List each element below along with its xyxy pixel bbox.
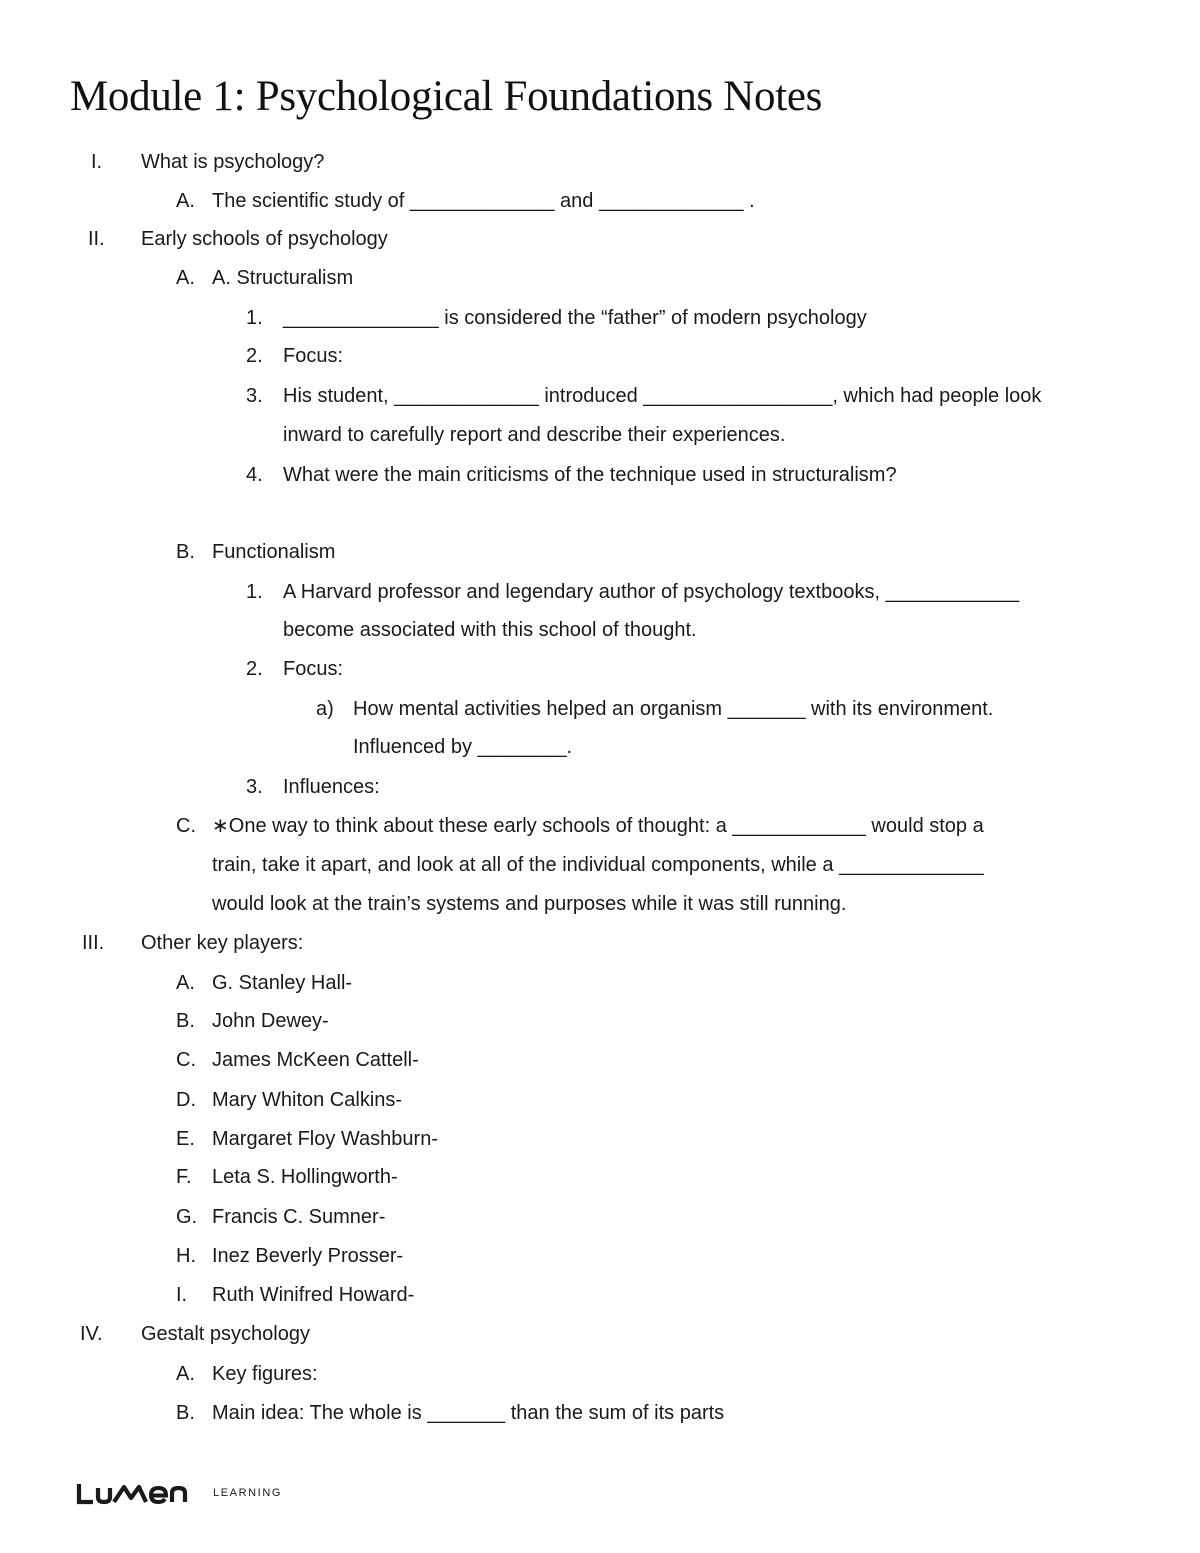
outline-item-roman: [0, 930, 1200, 956]
list-item-text: Margaret Floy Washburn-: [212, 1128, 438, 1150]
list-item-text: Early schools of psychology: [141, 228, 388, 250]
outline-item-continuation: [0, 852, 1200, 878]
list-item-text: train, take it apart, and look at all of the individual components, while a _____________: [212, 854, 984, 876]
list-marker: 3.: [246, 385, 263, 407]
list-item-text: What were the main criticisms of the technique used in structuralism?: [283, 464, 897, 486]
list-item-text: A. Structuralism: [212, 267, 354, 289]
outline-item-letter: [0, 813, 1200, 839]
list-item-text: Influences:: [283, 776, 380, 798]
outline-item-letter: [0, 1008, 1200, 1034]
list-marker: 4.: [246, 464, 263, 486]
list-marker: A.: [176, 190, 195, 212]
logo-learning-label: LEARNING: [213, 1487, 283, 1499]
list-marker: A.: [176, 1363, 195, 1385]
list-item-text: ______________ is considered the “father” of modern psychology: [283, 307, 867, 329]
list-marker: A.: [176, 267, 195, 289]
list-item-text: Francis C. Sumner-: [212, 1206, 386, 1228]
list-marker: B.: [176, 541, 195, 563]
list-item-text: Inez Beverly Prosser-: [212, 1245, 404, 1267]
list-item-text: ∗One way to think about these early schools of thought: a ____________ would stop a: [212, 815, 984, 837]
list-item-text: G. Stanley Hall-: [212, 972, 353, 994]
list-item-text: John Dewey-: [212, 1010, 329, 1032]
outline-item-sub: [0, 696, 1200, 722]
list-marker: a): [316, 698, 334, 720]
list-marker: C.: [176, 815, 196, 837]
lumen-wordmark-icon: [76, 1478, 208, 1510]
list-item-text: How mental activities helped an organism _______ with its environment.: [353, 698, 994, 720]
list-item-text: Main idea: The whole is _______ than the sum of its parts: [212, 1402, 725, 1424]
list-item-text: Focus:: [283, 658, 344, 680]
outline-item-number: [0, 656, 1200, 682]
list-marker: B.: [176, 1010, 195, 1032]
list-item-text: Other key players:: [141, 932, 304, 954]
outline-item-letter: [0, 188, 1200, 214]
list-item-text: become associated with this school of thought.: [283, 619, 697, 641]
list-marker: 2.: [246, 658, 263, 680]
list-marker: H.: [176, 1245, 196, 1267]
list-marker: 2.: [246, 345, 263, 367]
list-marker: II.: [88, 228, 105, 250]
list-marker: I.: [91, 151, 103, 173]
outline-item-letter: [0, 1126, 1200, 1152]
list-item-text: would look at the train’s systems and purposes while it was still running.: [212, 893, 847, 915]
list-item-text: inward to carefully report and describe their experiences.: [283, 424, 786, 446]
list-marker: E.: [176, 1128, 195, 1150]
outline-item-continuation: [0, 734, 1200, 760]
outline-item-continuation: [0, 617, 1200, 643]
outline-item-letter: [0, 1204, 1200, 1230]
outline-item-number: [0, 305, 1200, 331]
list-item-text: What is psychology?: [141, 151, 325, 173]
list-marker: D.: [176, 1089, 196, 1111]
list-marker: G.: [176, 1206, 198, 1228]
outline-item-number: [0, 462, 1200, 488]
outline-item-letter: [0, 1087, 1200, 1113]
list-marker: 3.: [246, 776, 263, 798]
list-marker: IV.: [80, 1323, 103, 1345]
list-marker: B.: [176, 1402, 195, 1424]
outline-item-roman: [0, 149, 1200, 175]
outline-item-letter: [0, 1282, 1200, 1308]
list-marker: III.: [82, 932, 105, 954]
outline-item-letter: [0, 1361, 1200, 1387]
list-item-text: Focus:: [283, 345, 344, 367]
list-item-text: The scientific study of _____________ and _____________ .: [212, 190, 755, 212]
outline-item-letter: [0, 970, 1200, 996]
list-item-text: Influenced by ________.: [353, 736, 573, 758]
page-title: Module 1: Psychological Foundations Notes: [70, 73, 823, 120]
list-item-text: James McKeen Cattell-: [212, 1049, 419, 1071]
outline-item-letter: [0, 1164, 1200, 1190]
list-item-text: Ruth Winifred Howard-: [212, 1284, 415, 1306]
list-marker: F.: [176, 1166, 192, 1188]
list-item-text: A Harvard professor and legendary author of psychology textbooks, ____________: [283, 581, 1020, 603]
list-marker: C.: [176, 1049, 196, 1071]
list-marker: I.: [176, 1284, 188, 1306]
outline-item-letter: [0, 539, 1200, 565]
list-item-text: Key figures:: [212, 1363, 318, 1385]
outline-item-continuation: [0, 891, 1200, 917]
outline-item-letter: [0, 1243, 1200, 1269]
list-item-text: Functionalism: [212, 541, 336, 563]
outline-item-number: [0, 343, 1200, 369]
list-marker: 1.: [246, 581, 263, 603]
list-item-text: His student, _____________ introduced _________________, which had people look: [283, 385, 1042, 407]
outline-item-roman: [0, 226, 1200, 252]
outline-item-continuation: [0, 422, 1200, 448]
outline-item-number: [0, 579, 1200, 605]
outline-item-number: [0, 383, 1200, 409]
list-marker: A.: [176, 972, 195, 994]
list-item-text: Leta S. Hollingworth-: [212, 1166, 398, 1188]
outline-item-letter: [0, 1047, 1200, 1073]
lumen-learning-logo: [76, 1478, 283, 1510]
list-item-text: Gestalt psychology: [141, 1323, 310, 1345]
outline-item-letter: [0, 1400, 1200, 1426]
outline-item-letter: [0, 265, 1200, 291]
outline-item-roman: [0, 1321, 1200, 1347]
outline-item-number: [0, 774, 1200, 800]
list-marker: 1.: [246, 307, 263, 329]
list-item-text: Mary Whiton Calkins-: [212, 1089, 403, 1111]
